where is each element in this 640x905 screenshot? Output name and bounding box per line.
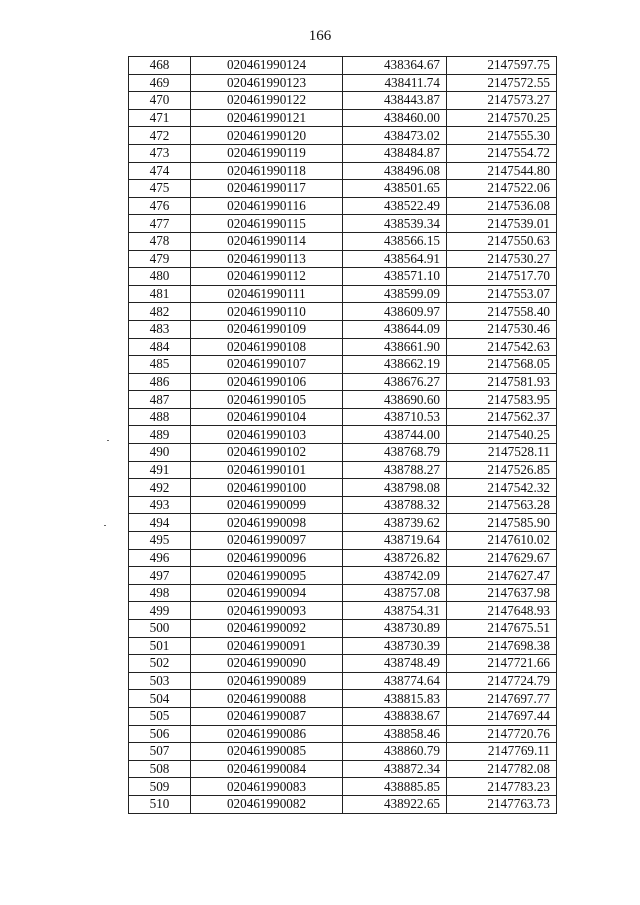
point-number-cell: 500 bbox=[129, 620, 191, 638]
x-coordinate-cell: 438566.15 bbox=[343, 232, 447, 250]
page-number: 166 bbox=[308, 28, 332, 44]
y-coordinate-cell: 2147629.67 bbox=[447, 549, 557, 567]
x-coordinate-cell: 438710.53 bbox=[343, 408, 447, 426]
x-coordinate-cell: 438798.08 bbox=[343, 479, 447, 497]
point-code-cell: 020461990084 bbox=[191, 760, 343, 778]
y-coordinate-cell: 2147542.32 bbox=[447, 479, 557, 497]
y-coordinate-cell: 2147568.05 bbox=[447, 356, 557, 374]
point-number-cell: 485 bbox=[129, 356, 191, 374]
point-number-cell: 508 bbox=[129, 760, 191, 778]
table-row bbox=[129, 637, 557, 655]
point-number-cell: 510 bbox=[129, 795, 191, 813]
point-code-cell: 020461990101 bbox=[191, 461, 343, 479]
point-number-cell: 487 bbox=[129, 391, 191, 409]
table-row bbox=[129, 338, 557, 356]
x-coordinate-cell: 438726.82 bbox=[343, 549, 447, 567]
y-coordinate-cell: 2147554.72 bbox=[447, 144, 557, 162]
table-row bbox=[129, 584, 557, 602]
table-row bbox=[129, 356, 557, 374]
table-row bbox=[129, 496, 557, 514]
y-coordinate-cell: 2147721.66 bbox=[447, 655, 557, 673]
x-coordinate-cell: 438473.02 bbox=[343, 127, 447, 145]
point-number-cell: 475 bbox=[129, 180, 191, 198]
point-code-cell: 020461990123 bbox=[191, 74, 343, 92]
table-row bbox=[129, 655, 557, 673]
y-coordinate-cell: 2147570.25 bbox=[447, 109, 557, 127]
point-number-cell: 489 bbox=[129, 426, 191, 444]
table-row bbox=[129, 144, 557, 162]
x-coordinate-cell: 438838.67 bbox=[343, 707, 447, 725]
x-coordinate-cell: 438609.97 bbox=[343, 303, 447, 321]
table-row bbox=[129, 74, 557, 92]
point-number-cell: 506 bbox=[129, 725, 191, 743]
table-row bbox=[129, 162, 557, 180]
point-code-cell: 020461990088 bbox=[191, 690, 343, 708]
point-number-cell: 502 bbox=[129, 655, 191, 673]
table-row bbox=[129, 215, 557, 233]
x-coordinate-cell: 438739.62 bbox=[343, 514, 447, 532]
y-coordinate-cell: 2147517.70 bbox=[447, 268, 557, 286]
y-coordinate-cell: 2147637.98 bbox=[447, 584, 557, 602]
point-number-cell: 491 bbox=[129, 461, 191, 479]
x-coordinate-cell: 438599.09 bbox=[343, 285, 447, 303]
table-row bbox=[129, 391, 557, 409]
table-row bbox=[129, 707, 557, 725]
y-coordinate-cell: 2147544.80 bbox=[447, 162, 557, 180]
y-coordinate-cell: 2147597.75 bbox=[447, 57, 557, 75]
y-coordinate-cell: 2147553.07 bbox=[447, 285, 557, 303]
point-code-cell: 020461990119 bbox=[191, 144, 343, 162]
x-coordinate-cell: 438661.90 bbox=[343, 338, 447, 356]
table-row bbox=[129, 795, 557, 813]
x-coordinate-cell: 438443.87 bbox=[343, 92, 447, 110]
y-coordinate-cell: 2147585.90 bbox=[447, 514, 557, 532]
x-coordinate-cell: 438922.65 bbox=[343, 795, 447, 813]
table-row bbox=[129, 760, 557, 778]
point-number-cell: 473 bbox=[129, 144, 191, 162]
point-number-cell: 498 bbox=[129, 584, 191, 602]
point-code-cell: 020461990103 bbox=[191, 426, 343, 444]
point-code-cell: 020461990102 bbox=[191, 444, 343, 462]
point-number-cell: 496 bbox=[129, 549, 191, 567]
point-code-cell: 020461990120 bbox=[191, 127, 343, 145]
point-number-cell: 482 bbox=[129, 303, 191, 321]
table-row bbox=[129, 320, 557, 338]
point-number-cell: 469 bbox=[129, 74, 191, 92]
y-coordinate-cell: 2147648.93 bbox=[447, 602, 557, 620]
table-row bbox=[129, 479, 557, 497]
table-row bbox=[129, 532, 557, 550]
y-coordinate-cell: 2147550.63 bbox=[447, 232, 557, 250]
table-row bbox=[129, 197, 557, 215]
point-number-cell: 490 bbox=[129, 444, 191, 462]
x-coordinate-cell: 438496.08 bbox=[343, 162, 447, 180]
x-coordinate-cell: 438744.00 bbox=[343, 426, 447, 444]
y-coordinate-cell: 2147581.93 bbox=[447, 373, 557, 391]
table-row bbox=[129, 514, 557, 532]
point-code-cell: 020461990111 bbox=[191, 285, 343, 303]
table-row bbox=[129, 250, 557, 268]
point-code-cell: 020461990107 bbox=[191, 356, 343, 374]
table-row bbox=[129, 127, 557, 145]
point-number-cell: 468 bbox=[129, 57, 191, 75]
x-coordinate-cell: 438885.85 bbox=[343, 778, 447, 796]
table-row bbox=[129, 461, 557, 479]
x-coordinate-cell: 438501.65 bbox=[343, 180, 447, 198]
table-row bbox=[129, 620, 557, 638]
y-coordinate-cell: 2147528.11 bbox=[447, 444, 557, 462]
point-code-cell: 020461990085 bbox=[191, 743, 343, 761]
point-code-cell: 020461990108 bbox=[191, 338, 343, 356]
point-number-cell: 495 bbox=[129, 532, 191, 550]
point-code-cell: 020461990109 bbox=[191, 320, 343, 338]
point-code-cell: 020461990122 bbox=[191, 92, 343, 110]
point-number-cell: 507 bbox=[129, 743, 191, 761]
y-coordinate-cell: 2147540.25 bbox=[447, 426, 557, 444]
y-coordinate-cell: 2147526.85 bbox=[447, 461, 557, 479]
point-number-cell: 492 bbox=[129, 479, 191, 497]
point-number-cell: 479 bbox=[129, 250, 191, 268]
point-number-cell: 494 bbox=[129, 514, 191, 532]
point-number-cell: 486 bbox=[129, 373, 191, 391]
table-row bbox=[129, 602, 557, 620]
x-coordinate-cell: 438742.09 bbox=[343, 567, 447, 585]
x-coordinate-cell: 438860.79 bbox=[343, 743, 447, 761]
x-coordinate-cell: 438748.49 bbox=[343, 655, 447, 673]
x-coordinate-cell: 438872.34 bbox=[343, 760, 447, 778]
y-coordinate-cell: 2147563.28 bbox=[447, 496, 557, 514]
y-coordinate-cell: 2147555.30 bbox=[447, 127, 557, 145]
x-coordinate-cell: 438788.32 bbox=[343, 496, 447, 514]
point-number-cell: 484 bbox=[129, 338, 191, 356]
point-number-cell: 497 bbox=[129, 567, 191, 585]
point-number-cell: 474 bbox=[129, 162, 191, 180]
point-code-cell: 020461990104 bbox=[191, 408, 343, 426]
y-coordinate-cell: 2147610.02 bbox=[447, 532, 557, 550]
point-code-cell: 020461990090 bbox=[191, 655, 343, 673]
point-code-cell: 020461990115 bbox=[191, 215, 343, 233]
table-row bbox=[129, 268, 557, 286]
y-coordinate-cell: 2147769.11 bbox=[447, 743, 557, 761]
x-coordinate-cell: 438690.60 bbox=[343, 391, 447, 409]
point-code-cell: 020461990100 bbox=[191, 479, 343, 497]
point-number-cell: 503 bbox=[129, 672, 191, 690]
x-coordinate-cell: 438364.67 bbox=[343, 57, 447, 75]
table-row bbox=[129, 690, 557, 708]
y-coordinate-cell: 2147573.27 bbox=[447, 92, 557, 110]
point-code-cell: 020461990098 bbox=[191, 514, 343, 532]
table-row bbox=[129, 232, 557, 250]
y-coordinate-cell: 2147763.73 bbox=[447, 795, 557, 813]
point-code-cell: 020461990110 bbox=[191, 303, 343, 321]
y-coordinate-cell: 2147783.23 bbox=[447, 778, 557, 796]
point-code-cell: 020461990093 bbox=[191, 602, 343, 620]
point-code-cell: 020461990105 bbox=[191, 391, 343, 409]
point-number-cell: 478 bbox=[129, 232, 191, 250]
point-code-cell: 020461990082 bbox=[191, 795, 343, 813]
point-code-cell: 020461990095 bbox=[191, 567, 343, 585]
point-code-cell: 020461990087 bbox=[191, 707, 343, 725]
x-coordinate-cell: 438768.79 bbox=[343, 444, 447, 462]
point-code-cell: 020461990106 bbox=[191, 373, 343, 391]
table-row bbox=[129, 408, 557, 426]
table-row bbox=[129, 180, 557, 198]
y-coordinate-cell: 2147530.27 bbox=[447, 250, 557, 268]
x-coordinate-cell: 438730.89 bbox=[343, 620, 447, 638]
table-row bbox=[129, 743, 557, 761]
y-coordinate-cell: 2147698.38 bbox=[447, 637, 557, 655]
x-coordinate-cell: 438788.27 bbox=[343, 461, 447, 479]
scan-speck bbox=[107, 440, 109, 441]
x-coordinate-cell: 438411.74 bbox=[343, 74, 447, 92]
point-number-cell: 505 bbox=[129, 707, 191, 725]
point-code-cell: 020461990086 bbox=[191, 725, 343, 743]
x-coordinate-cell: 438757.08 bbox=[343, 584, 447, 602]
y-coordinate-cell: 2147539.01 bbox=[447, 215, 557, 233]
point-number-cell: 476 bbox=[129, 197, 191, 215]
x-coordinate-cell: 438730.39 bbox=[343, 637, 447, 655]
point-code-cell: 020461990121 bbox=[191, 109, 343, 127]
point-number-cell: 477 bbox=[129, 215, 191, 233]
point-number-cell: 471 bbox=[129, 109, 191, 127]
point-code-cell: 020461990113 bbox=[191, 250, 343, 268]
x-coordinate-cell: 438815.83 bbox=[343, 690, 447, 708]
point-number-cell: 501 bbox=[129, 637, 191, 655]
point-code-cell: 020461990096 bbox=[191, 549, 343, 567]
table-row bbox=[129, 92, 557, 110]
x-coordinate-cell: 438539.34 bbox=[343, 215, 447, 233]
point-number-cell: 470 bbox=[129, 92, 191, 110]
table-row bbox=[129, 373, 557, 391]
table-row bbox=[129, 672, 557, 690]
table-row bbox=[129, 567, 557, 585]
x-coordinate-cell: 438719.64 bbox=[343, 532, 447, 550]
point-code-cell: 020461990099 bbox=[191, 496, 343, 514]
point-code-cell: 020461990091 bbox=[191, 637, 343, 655]
x-coordinate-cell: 438662.19 bbox=[343, 356, 447, 374]
x-coordinate-cell: 438484.87 bbox=[343, 144, 447, 162]
y-coordinate-cell: 2147522.06 bbox=[447, 180, 557, 198]
point-number-cell: 481 bbox=[129, 285, 191, 303]
y-coordinate-cell: 2147627.47 bbox=[447, 567, 557, 585]
table-row bbox=[129, 778, 557, 796]
point-number-cell: 472 bbox=[129, 127, 191, 145]
y-coordinate-cell: 2147536.08 bbox=[447, 197, 557, 215]
x-coordinate-cell: 438571.10 bbox=[343, 268, 447, 286]
point-code-cell: 020461990117 bbox=[191, 180, 343, 198]
y-coordinate-cell: 2147583.95 bbox=[447, 391, 557, 409]
point-number-cell: 488 bbox=[129, 408, 191, 426]
x-coordinate-cell: 438858.46 bbox=[343, 725, 447, 743]
point-number-cell: 483 bbox=[129, 320, 191, 338]
x-coordinate-cell: 438676.27 bbox=[343, 373, 447, 391]
x-coordinate-cell: 438522.49 bbox=[343, 197, 447, 215]
y-coordinate-cell: 2147697.77 bbox=[447, 690, 557, 708]
point-number-cell: 499 bbox=[129, 602, 191, 620]
point-code-cell: 020461990112 bbox=[191, 268, 343, 286]
point-code-cell: 020461990116 bbox=[191, 197, 343, 215]
y-coordinate-cell: 2147542.63 bbox=[447, 338, 557, 356]
table-row bbox=[129, 725, 557, 743]
point-code-cell: 020461990124 bbox=[191, 57, 343, 75]
scan-speck bbox=[104, 525, 106, 526]
y-coordinate-cell: 2147530.46 bbox=[447, 320, 557, 338]
point-code-cell: 020461990089 bbox=[191, 672, 343, 690]
point-code-cell: 020461990114 bbox=[191, 232, 343, 250]
point-code-cell: 020461990118 bbox=[191, 162, 343, 180]
y-coordinate-cell: 2147782.08 bbox=[447, 760, 557, 778]
point-code-cell: 020461990092 bbox=[191, 620, 343, 638]
y-coordinate-cell: 2147562.37 bbox=[447, 408, 557, 426]
point-code-cell: 020461990097 bbox=[191, 532, 343, 550]
table-row bbox=[129, 303, 557, 321]
y-coordinate-cell: 2147558.40 bbox=[447, 303, 557, 321]
y-coordinate-cell: 2147697.44 bbox=[447, 707, 557, 725]
point-code-cell: 020461990094 bbox=[191, 584, 343, 602]
x-coordinate-cell: 438644.09 bbox=[343, 320, 447, 338]
table-row bbox=[129, 57, 557, 75]
x-coordinate-cell: 438774.64 bbox=[343, 672, 447, 690]
point-number-cell: 509 bbox=[129, 778, 191, 796]
point-code-cell: 020461990083 bbox=[191, 778, 343, 796]
y-coordinate-cell: 2147572.55 bbox=[447, 74, 557, 92]
coordinates-table bbox=[128, 56, 557, 814]
x-coordinate-cell: 438564.91 bbox=[343, 250, 447, 268]
point-number-cell: 493 bbox=[129, 496, 191, 514]
y-coordinate-cell: 2147720.76 bbox=[447, 725, 557, 743]
y-coordinate-cell: 2147724.79 bbox=[447, 672, 557, 690]
point-number-cell: 480 bbox=[129, 268, 191, 286]
table-row bbox=[129, 549, 557, 567]
table-row bbox=[129, 285, 557, 303]
x-coordinate-cell: 438460.00 bbox=[343, 109, 447, 127]
table-row bbox=[129, 109, 557, 127]
point-number-cell: 504 bbox=[129, 690, 191, 708]
x-coordinate-cell: 438754.31 bbox=[343, 602, 447, 620]
table-row bbox=[129, 426, 557, 444]
table-body bbox=[129, 57, 557, 814]
y-coordinate-cell: 2147675.51 bbox=[447, 620, 557, 638]
table-row bbox=[129, 444, 557, 462]
